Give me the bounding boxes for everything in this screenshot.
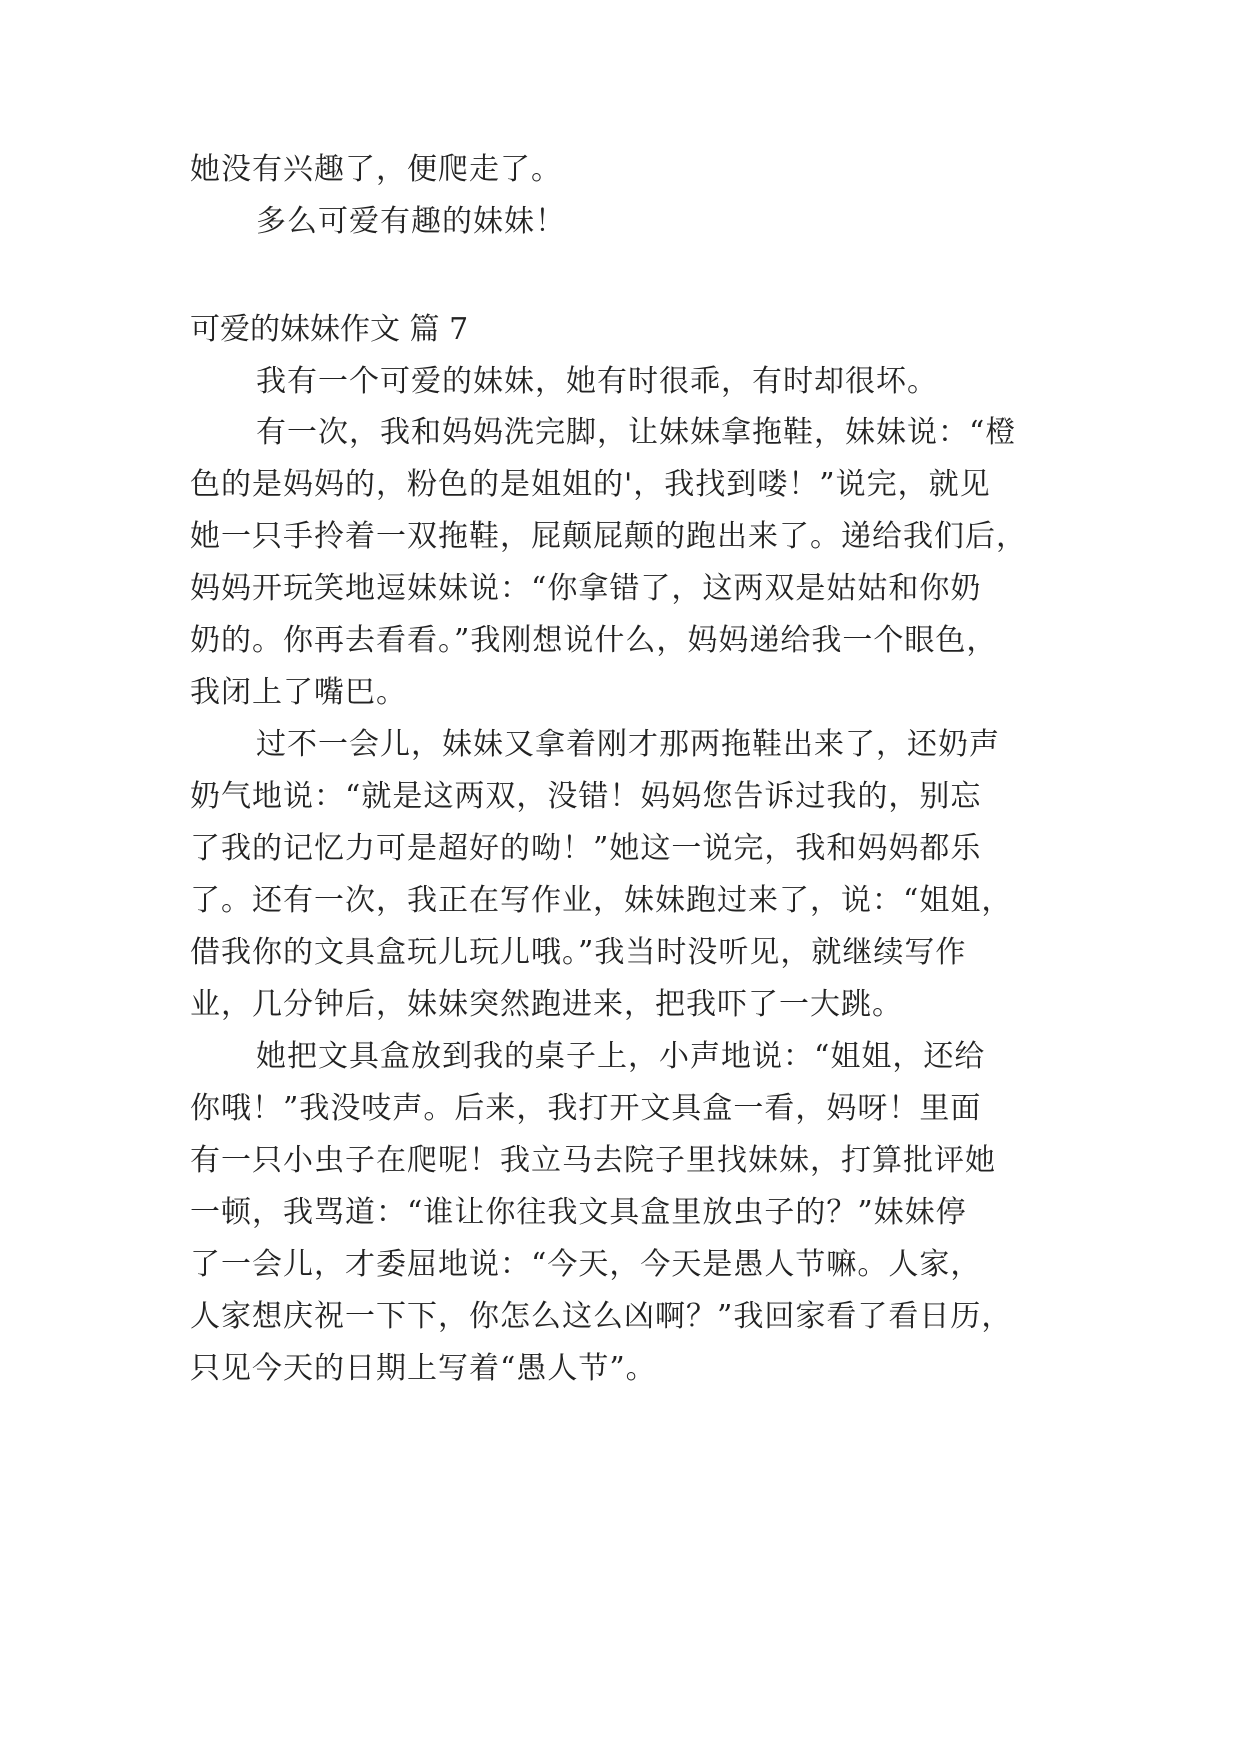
paragraph-line: 了一会儿，才委屈地说：“今天，今天是愚人节嘛。人家， (190, 1247, 982, 1282)
paragraph-line: 奶气地说：“就是这两双，没错！妈妈您告诉过我的，别忘 (190, 779, 982, 814)
paragraph-line: 业，几分钟后，妹妹突然跑进来，把我吓了一大跳。 (190, 987, 903, 1022)
paragraph-line: 有一只小虫子在爬呢！我立马去院子里找妹妹，打算批评她 (190, 1143, 996, 1178)
text-line: 她没有兴趣了，便爬走了。 (190, 152, 562, 187)
paragraph-line: 她一只手拎着一双拖鞋，屁颠屁颠的跑出来了。递给我们后， (190, 519, 1027, 554)
paragraph-line: 我有一个可爱的妹妹，她有时很乖，有时却很坏。 (256, 364, 938, 399)
section-heading: 可爱的妹妹作文 篇 7 (190, 312, 469, 347)
paragraph-line: 了我的记忆力可是超好的呦！”她这一说完，我和妈妈都乐 (190, 831, 982, 866)
paragraph-line: 人家想庆祝一下下，你怎么这么凶啊？”我回家看了看日历， (190, 1299, 1013, 1334)
paragraph-line: 我闭上了嘴巴。 (190, 675, 407, 710)
paragraph-line: 过不一会儿，妹妹又拿着刚才那两拖鞋出来了，还奶声 (256, 727, 1000, 762)
text-line: 多么可爱有趣的妹妹！ (256, 204, 566, 239)
paragraph-line: 奶的。你再去看看。”我刚想说什么，妈妈递给我一个眼色， (190, 623, 998, 658)
paragraph-line: 色的是妈妈的，粉色的是姐姐的'，我找到喽！”说完，就见 (190, 467, 991, 502)
paragraph-line: 你哦！”我没吱声。后来，我打开文具盒一看，妈呀！里面 (190, 1091, 982, 1126)
paragraph-line: 有一次，我和妈妈洗完脚，让妹妹拿拖鞋，妹妹说：“橙 (256, 415, 1017, 450)
paragraph-line: 借我你的文具盒玩儿玩儿哦。”我当时没听见，就继续写作 (190, 935, 967, 970)
paragraph-line: 一顿，我骂道：“谁让你往我文具盒里放虫子的？”妹妹停 (190, 1195, 967, 1230)
paragraph-line: 了。还有一次，我正在写作业，妹妹跑过来了，说：“姐姐， (190, 883, 1013, 918)
paragraph-line: 只见今天的日期上写着“愚人节”。 (190, 1351, 657, 1386)
paragraph-line: 她把文具盒放到我的桌子上，小声地说：“姐姐，还给 (256, 1039, 986, 1074)
paragraph-line: 妈妈开玩笑地逗妹妹说：“你拿错了，这两双是姑姑和你奶 (190, 571, 982, 606)
